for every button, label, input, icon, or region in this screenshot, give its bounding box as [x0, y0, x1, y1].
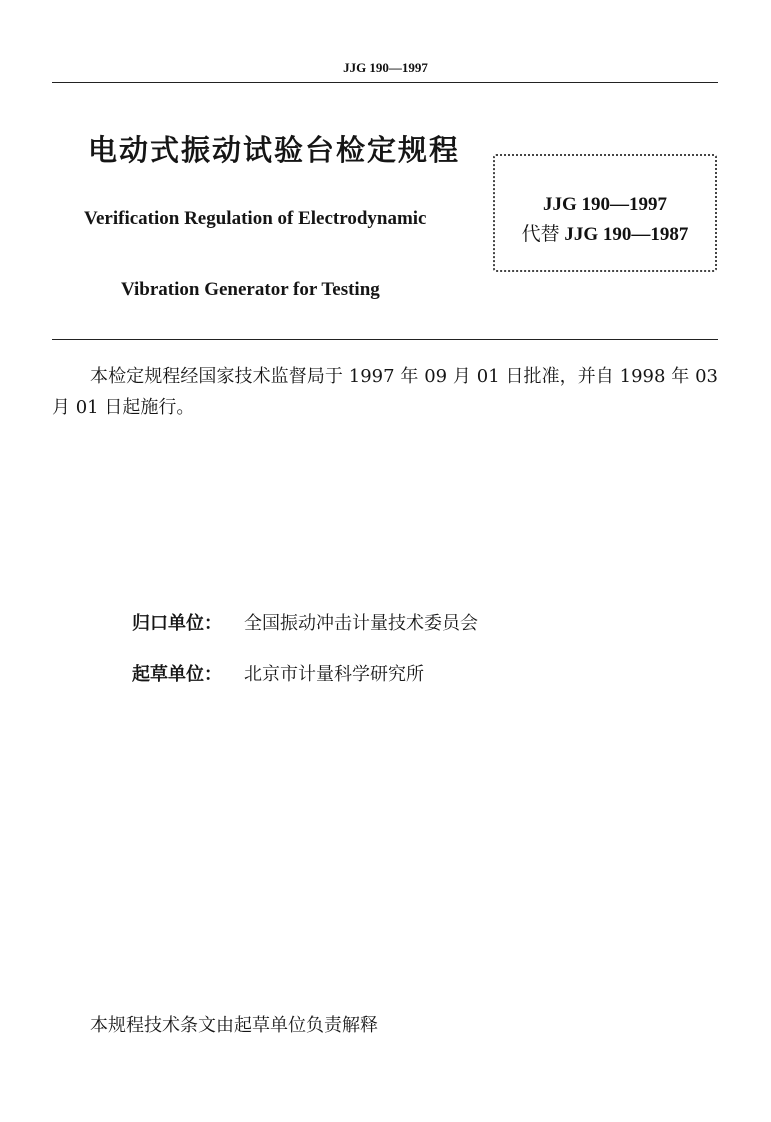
interpretation-note: 本规程技术条文由起草单位负责解释 [90, 1015, 378, 1036]
drafting-unit-row [132, 660, 424, 686]
code-box-code: JJG 190—1997 [542, 194, 668, 215]
title-english-line-2: Vibration Generator for Testing [121, 279, 380, 300]
responsible-unit-label: 归口单位： [132, 613, 222, 634]
drafting-unit-label: 起草单位： [132, 664, 222, 685]
replaces-code: JJG 190—1987 [564, 224, 689, 245]
document-code-header: JJG 190—1997 [343, 60, 428, 75]
replaces-label: 代替 [521, 224, 560, 245]
title-chinese: 电动式振动试验台检定规程 [88, 133, 461, 167]
code-box [493, 154, 717, 272]
header-divider [52, 82, 718, 83]
responsible-unit-row [132, 609, 478, 635]
responsible-unit-value: 全国振动冲击计量技术委员会 [244, 613, 478, 634]
approval-statement: 本检定规程经国家技术监督局于 1997 年 09 月 01 日批准，并自 1998 年 03 月 01 日起施行。 [52, 366, 718, 418]
title-divider [52, 339, 718, 340]
drafting-unit-value: 北京市计量科学研究所 [244, 664, 424, 685]
title-english-line-1: Verification Regulation of Electrodynamic [84, 208, 427, 229]
code-box-replaces [495, 219, 715, 246]
